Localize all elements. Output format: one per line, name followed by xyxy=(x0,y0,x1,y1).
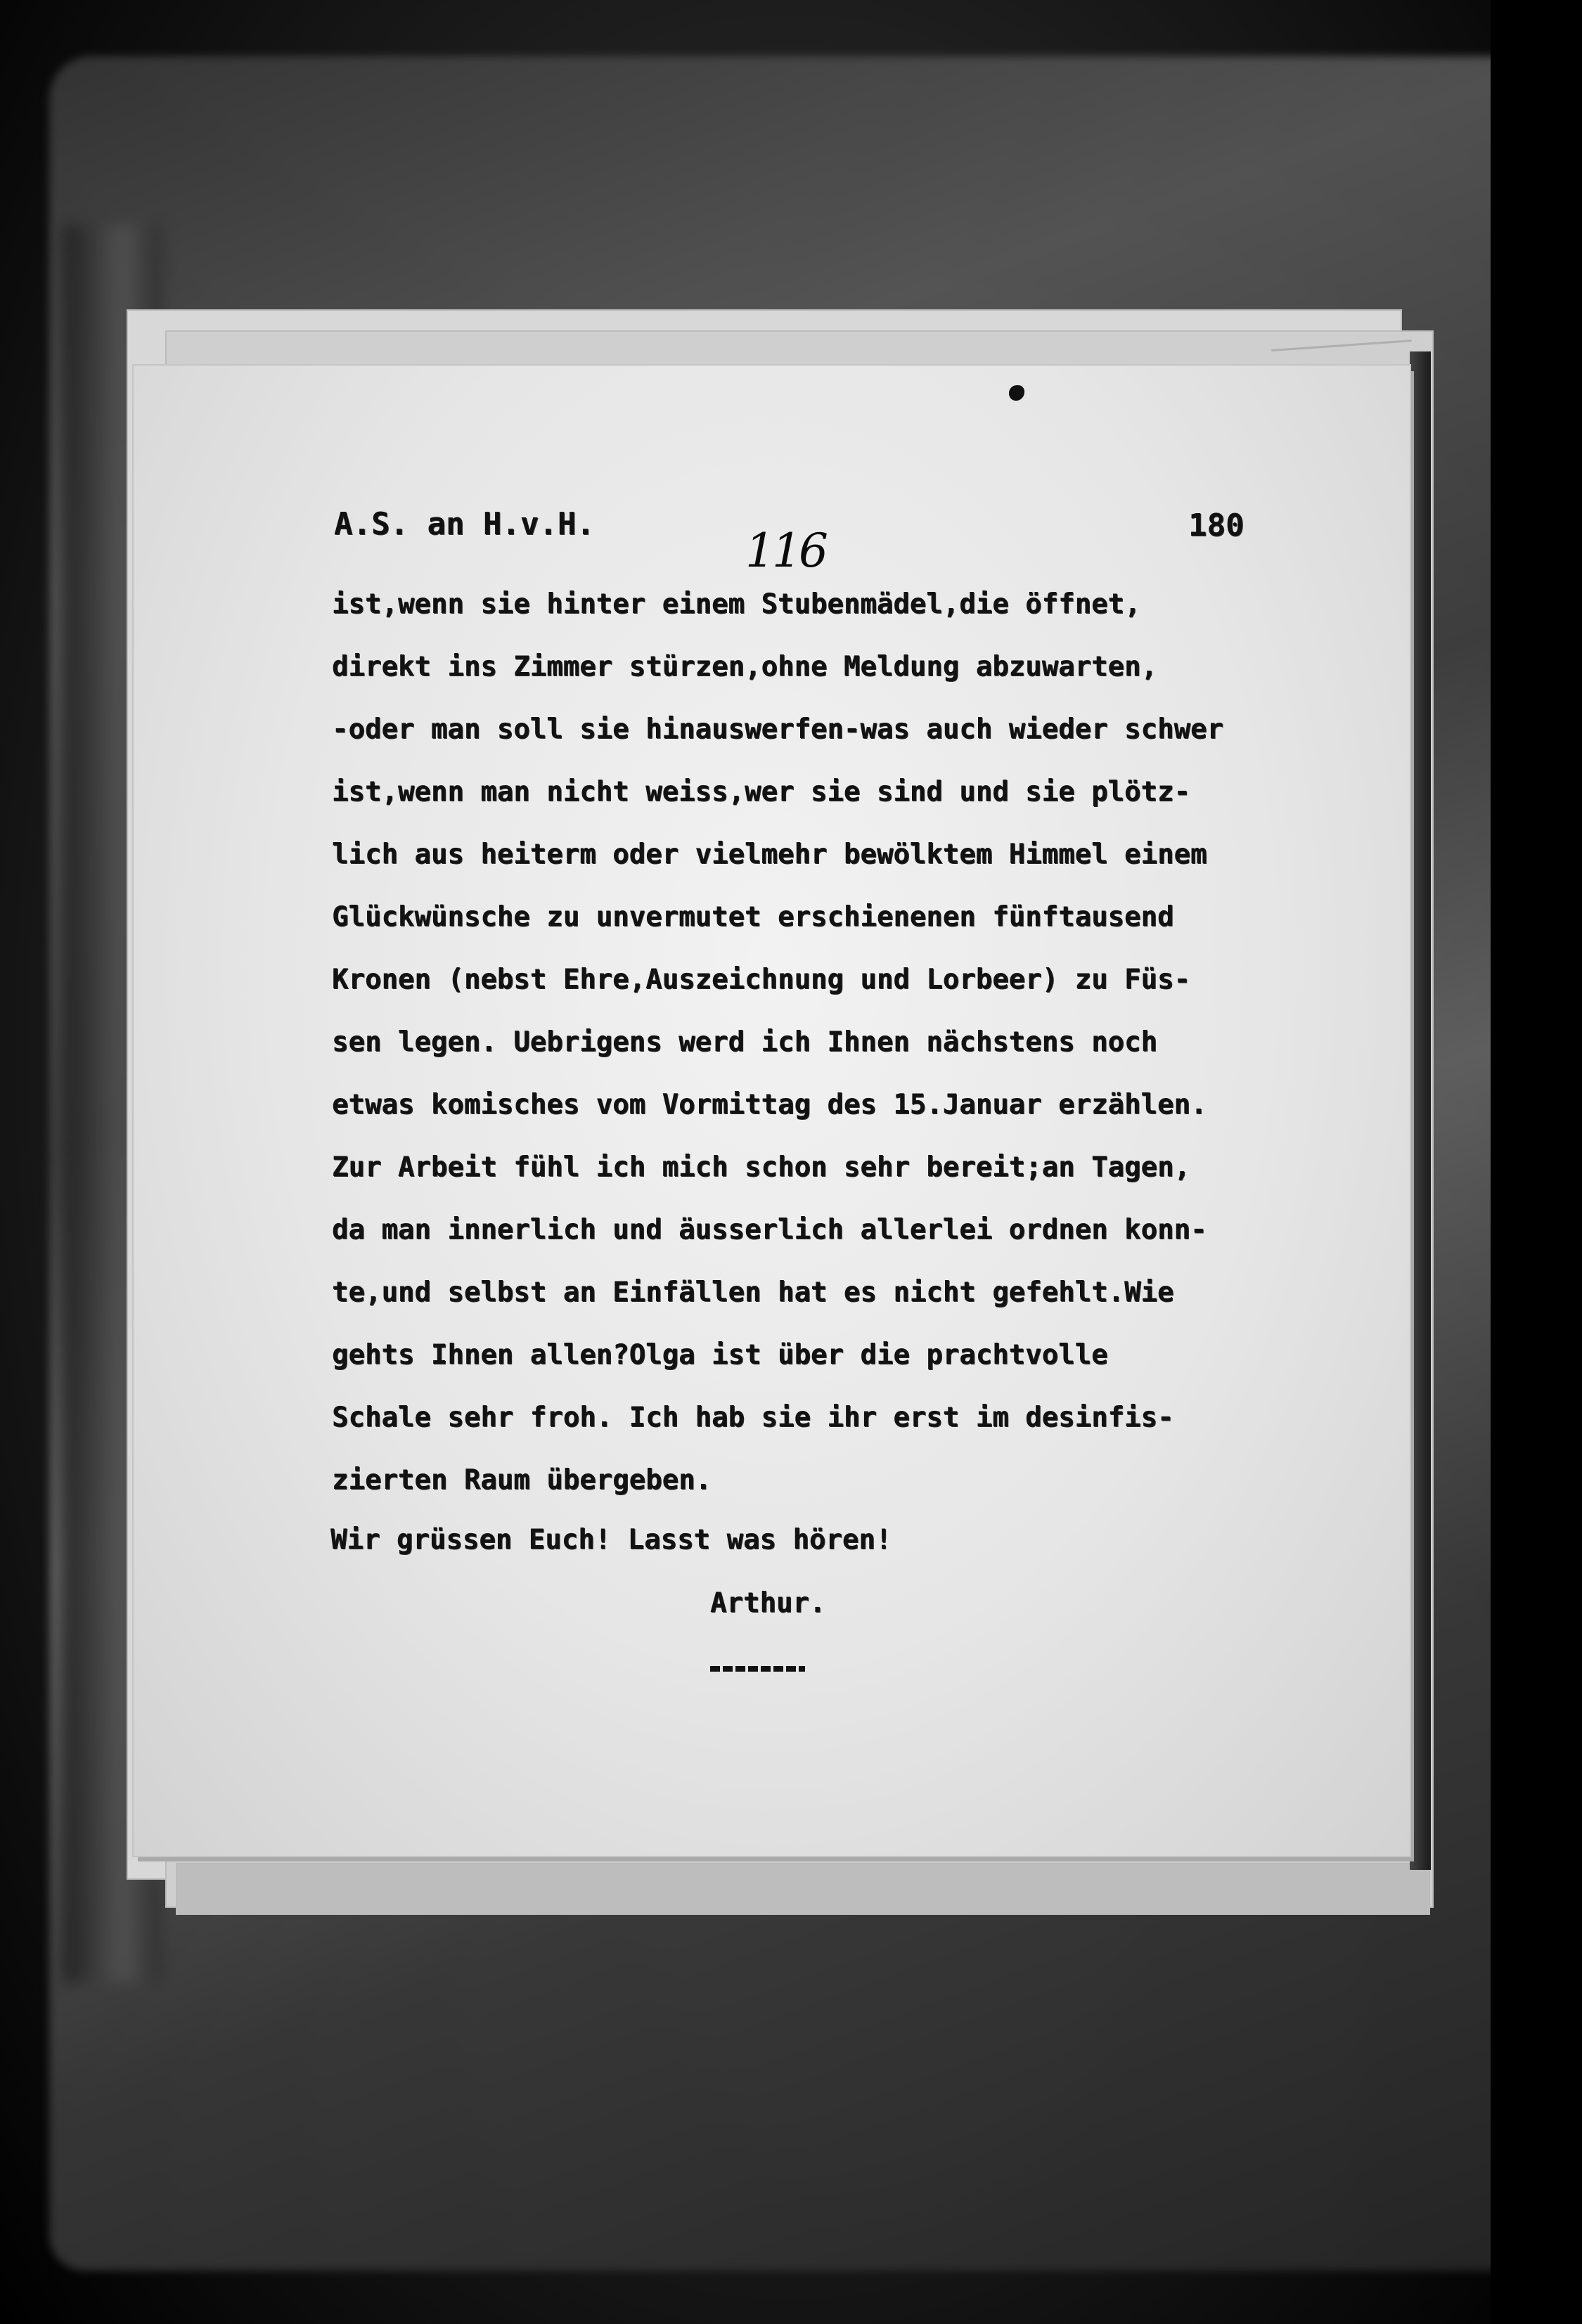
signature-underline xyxy=(710,1666,805,1672)
text-line: ist,wenn man nicht weiss,wer sie sind und sie plötz- xyxy=(332,776,1190,808)
text-line: Zur Arbeit fühl ich mich schon sehr bereit;an Tagen, xyxy=(332,1151,1190,1183)
stacked-sheet-edge xyxy=(176,1863,1430,1915)
closing-line: Wir grüssen Euch! Lasst was hören! xyxy=(330,1524,892,1556)
text-line: zierten Raum übergeben. xyxy=(332,1464,712,1496)
letter-header: A.S. an H.v.H. xyxy=(334,506,595,542)
text-line: ist,wenn sie hinter einem Stubenmädel,die öffnet, xyxy=(332,588,1141,620)
text-line: Glückwünsche zu unvermutet erschienenen fünftausend xyxy=(332,901,1174,933)
text-line: da man innerlich und äusserlich allerlei ordnen konn- xyxy=(332,1214,1207,1246)
text-line: Kronen (nebst Ehre,Auszeichnung und Lorbeer) zu Füs- xyxy=(332,964,1190,995)
letter-body xyxy=(332,573,1358,1511)
handwritten-folio-number: 116 xyxy=(745,524,825,578)
page-number: 180 xyxy=(1188,508,1245,543)
text-line: sen legen. Uebrigens werd ich Ihnen nächstens noch xyxy=(332,1026,1157,1058)
scan-edge xyxy=(1491,0,1582,2324)
text-line: gehts Ihnen allen?Olga ist über die prachtvolle xyxy=(332,1339,1108,1371)
text-line: direkt ins Zimmer stürzen,ohne Meldung abzuwarten, xyxy=(332,651,1157,683)
text-line: etwas komisches vom Vormittag des 15.Januar erzählen. xyxy=(332,1089,1207,1121)
text-line: -oder man soll sie hinauswerfen-was auch wieder schwer xyxy=(332,714,1223,745)
signature: Arthur. xyxy=(710,1587,826,1619)
text-line: Schale sehr froh. Ich hab sie ihr erst im desinfis- xyxy=(332,1402,1174,1433)
text-line: lich aus heiterm oder vielmehr bewölktem Himmel einem xyxy=(332,839,1207,870)
page-shadow xyxy=(1410,351,1431,1870)
text-line: te,und selbst an Einfällen hat es nicht gefehlt.Wie xyxy=(332,1277,1174,1308)
